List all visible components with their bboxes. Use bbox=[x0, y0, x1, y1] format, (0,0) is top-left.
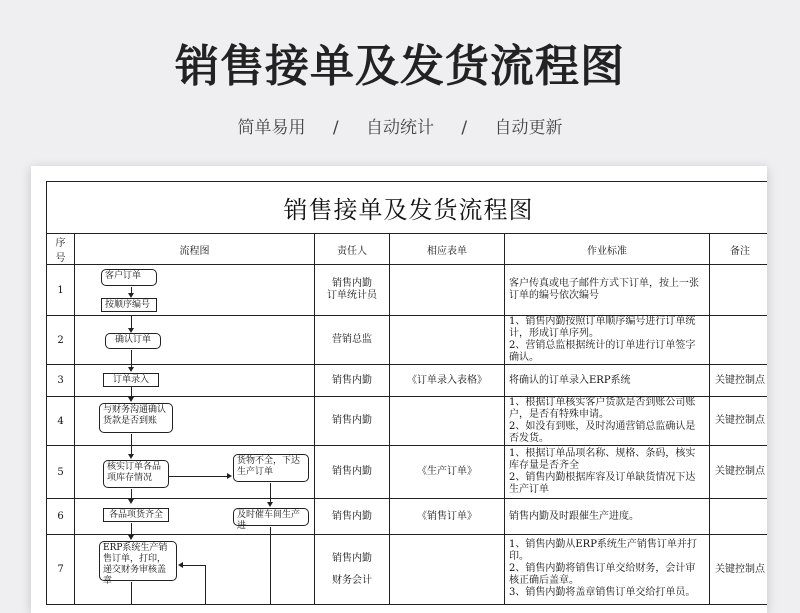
col-header-note: 备注 bbox=[710, 234, 768, 265]
row-form: 《生产订单》 bbox=[390, 446, 505, 499]
table-row bbox=[47, 397, 768, 446]
flow-step-confirm-order: 确认订单 bbox=[105, 333, 161, 349]
flow-step-shortage: 货物不全，下达生产订单 bbox=[233, 454, 309, 482]
table-row bbox=[47, 535, 768, 605]
row-note bbox=[710, 316, 768, 365]
table-row bbox=[47, 499, 768, 535]
row-standard: 1、根据订单核实客户货款是否到账公司账户，是否有特殊申请。 2、如没有到账，及时沟通营销总监确认是否发货。 bbox=[505, 397, 710, 446]
row-owner: 营销总监 bbox=[315, 316, 390, 365]
header-row bbox=[47, 234, 768, 265]
spreadsheet-preview bbox=[31, 166, 767, 613]
table-row bbox=[47, 365, 768, 397]
row-no: 5 bbox=[47, 446, 75, 499]
row-standard: 客户传真或电子邮件方式下订单，按上一张订单的编号依次编号 bbox=[505, 265, 710, 316]
row-standard: 1、销售内勤从ERP系统生产销售订单并打印。 2、销售内勤将销售订单交给财务，会计审核正确后盖章。 3、销售内勤将盖章销售订单交给打单员。 bbox=[505, 535, 710, 605]
row-note bbox=[710, 499, 768, 535]
row-owner: 销售内勤 bbox=[315, 446, 390, 499]
row-form bbox=[390, 397, 505, 446]
row-no: 6 bbox=[47, 499, 75, 535]
table-row bbox=[47, 316, 768, 365]
subtitle-separator: / bbox=[461, 118, 468, 138]
flow-step-stock-check: 核实订单各品项库存情况 bbox=[103, 460, 169, 488]
row-standard: 将确认的订单录入ERP系统 bbox=[505, 365, 710, 397]
col-header-owner: 责任人 bbox=[315, 234, 390, 265]
flow-step-customer-order: 客户订单 bbox=[101, 269, 157, 286]
flow-step-follow-up: 及时催车间生产进 bbox=[233, 508, 309, 526]
row-standard: 销售内勤及时跟催生产进度。 bbox=[505, 499, 710, 535]
row-form: 《销售订单》 bbox=[390, 499, 505, 535]
flow-cell bbox=[75, 499, 315, 535]
flow-cell bbox=[75, 316, 315, 365]
col-header-no: 序号 bbox=[47, 234, 75, 265]
row-form bbox=[390, 316, 505, 365]
row-form: 《订单录入表格》 bbox=[390, 365, 505, 397]
flow-cell bbox=[75, 265, 315, 316]
row-no: 4 bbox=[47, 397, 75, 446]
subtitle-item: 自动统计 bbox=[366, 118, 434, 138]
row-note bbox=[710, 265, 768, 316]
row-note: 关键控制点 bbox=[710, 535, 768, 605]
col-header-form: 相应表单 bbox=[390, 234, 505, 265]
flow-cell bbox=[75, 535, 315, 605]
row-owner: 销售内勤 bbox=[315, 365, 390, 397]
row-note: 关键控制点 bbox=[710, 365, 768, 397]
row-no: 1 bbox=[47, 265, 75, 316]
flow-step-stock-complete: 各品项货齐全 bbox=[103, 508, 169, 522]
col-header-flow: 流程图 bbox=[75, 234, 315, 265]
row-owner: 销售内勤 bbox=[315, 499, 390, 535]
subtitle-separator: / bbox=[332, 118, 339, 138]
flow-cell bbox=[75, 365, 315, 397]
flow-cell bbox=[75, 397, 315, 446]
row-no: 3 bbox=[47, 365, 75, 397]
row-note: 关键控制点 bbox=[710, 397, 768, 446]
row-owner bbox=[315, 535, 390, 605]
sheet-title: 销售接单及发货流程图 bbox=[47, 182, 768, 234]
owner-line: 订单统计员 bbox=[327, 290, 377, 301]
flow-step-order-entry: 订单录入 bbox=[103, 373, 159, 387]
row-form bbox=[390, 265, 505, 316]
table-row bbox=[47, 446, 768, 499]
row-form bbox=[390, 535, 505, 605]
flow-step-finance-check: 与财务沟通确认货款是否到账 bbox=[99, 403, 173, 433]
row-owner bbox=[315, 265, 390, 316]
owner-line: 财务会计 bbox=[332, 574, 372, 586]
flow-step-numbering: 按顺序编号 bbox=[101, 298, 157, 312]
row-owner: 销售内勤 bbox=[315, 397, 390, 446]
owner-line: 销售内勤 bbox=[332, 552, 372, 564]
subtitle-item: 简单易用 bbox=[237, 118, 306, 138]
page-title: 销售接单及发货流程图 bbox=[175, 41, 625, 92]
row-standard: 1、销售内勤按照订单顺序编号进行订单统计，形成订单序列。 2、营销总监根据统计的订单进行订单签字确认。 bbox=[505, 316, 710, 365]
row-note: 关键控制点 bbox=[710, 446, 768, 499]
flow-step-erp-order: ERP系统生产销售订单，打印，递交财务审核盖章 bbox=[99, 541, 177, 581]
flow-cell bbox=[75, 446, 315, 499]
row-no: 2 bbox=[47, 316, 75, 365]
table-row bbox=[47, 265, 768, 316]
owner-line: 销售内勤 bbox=[332, 278, 372, 289]
row-no: 7 bbox=[47, 535, 75, 605]
process-table bbox=[46, 181, 767, 605]
col-header-standard: 作业标准 bbox=[505, 234, 710, 265]
subtitle-item: 自动更新 bbox=[494, 118, 563, 138]
subtitle bbox=[0, 113, 800, 138]
row-standard: 1、根据订单品项名称、规格、条码，核实库存量是否齐全 2、销售内勤根据库容及订单缺货情况下达生产订单 bbox=[505, 446, 710, 499]
